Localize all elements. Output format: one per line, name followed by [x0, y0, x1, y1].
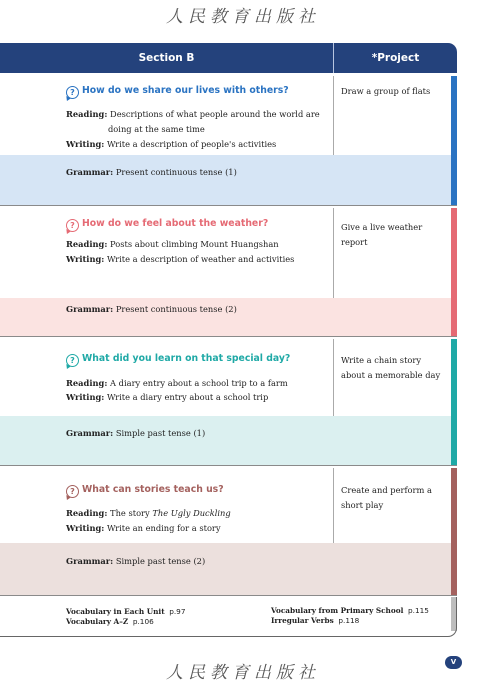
grammar-line [66, 304, 237, 314]
reading-line [66, 239, 279, 250]
writing-label: Writing: [66, 254, 105, 264]
vocab-unit-page: p.97 [169, 607, 186, 616]
writing-text: Write a description of people's activities [107, 139, 277, 149]
irregular-verbs-label: Irregular Verbs [271, 616, 334, 625]
grammar-text: Present continuous tense (1) [115, 167, 237, 177]
column-divider [333, 76, 334, 155]
unit-question-text: What did you learn on that special day? [82, 353, 291, 364]
grammar-label: Grammar: [66, 428, 114, 438]
row-separator [0, 595, 457, 596]
writing-text: Write an ending for a story [107, 523, 221, 533]
question-bubble-icon: ? [66, 219, 79, 232]
row-separator [0, 205, 457, 206]
reading-text: A diary entry about a school trip to a farm [110, 378, 288, 388]
table-header [0, 43, 457, 73]
writing-label: Writing: [66, 392, 105, 402]
unit-row-1 [0, 76, 457, 206]
vocab-az-page: p.106 [132, 617, 154, 626]
unit-question [66, 484, 224, 498]
grammar-text: Present continuous tense (2) [115, 304, 237, 314]
column-divider [333, 339, 334, 416]
unit-color-stripe [451, 339, 457, 466]
writing-line [66, 523, 221, 534]
reading-line [66, 109, 320, 120]
writing-line [66, 139, 276, 150]
page-number-badge: V [445, 656, 462, 669]
project-text: Draw a group of flats [341, 86, 431, 96]
vocab-primary-page: p.115 [408, 606, 429, 615]
question-bubble-icon: ? [66, 86, 79, 99]
irregular-verbs-page: p.118 [338, 616, 360, 625]
publisher-logo-top: 人民教育出版社 [166, 7, 320, 27]
grammar-text: Simple past tense (1) [115, 428, 206, 438]
grammar-band [0, 155, 451, 206]
unit-question [66, 85, 289, 99]
reading-label: Reading: [66, 378, 108, 388]
question-bubble-icon: ? [66, 354, 79, 367]
question-bubble-icon: ? [66, 485, 79, 498]
vocab-primary-link[interactable] [271, 606, 429, 615]
writing-label: Writing: [66, 523, 105, 533]
reference-footer [0, 597, 457, 637]
reading-label: Reading: [66, 508, 108, 518]
vocab-primary-label: Vocabulary from Primary School [271, 606, 404, 615]
unit-question [66, 218, 268, 232]
reading-text: Descriptions of what people around the world are [110, 109, 320, 119]
project-text: Give a live weather report [341, 222, 423, 247]
publisher-logo-bottom: 人民教育出版社 [166, 663, 320, 683]
unit-color-stripe [451, 468, 457, 596]
reading-line-continued: doing at the same time [108, 124, 205, 134]
vocab-az-label: Vocabulary A–Z [66, 617, 129, 626]
reading-label: Reading: [66, 109, 108, 119]
reading-text: The story [110, 508, 153, 518]
unit-color-stripe [451, 76, 457, 206]
column-divider [333, 468, 334, 543]
unit-row-4 [0, 468, 457, 596]
reading-story-title: The Ugly Duckling [152, 508, 231, 518]
grammar-band [0, 543, 451, 596]
reading-line [66, 378, 288, 389]
project-text: Create and perform a short play [341, 485, 432, 510]
grammar-line [66, 167, 237, 177]
writing-text: Write a diary entry about a school trip [107, 392, 269, 402]
header-project: *Project [371, 52, 420, 64]
writing-line [66, 392, 268, 403]
writing-text: Write a description of weather and activities [107, 254, 295, 264]
grammar-label: Grammar: [66, 304, 114, 314]
reading-label: Reading: [66, 239, 108, 249]
row-separator [0, 465, 457, 466]
unit-question [66, 353, 290, 367]
unit-question-text: How do we feel about the weather? [82, 218, 269, 229]
grammar-label: Grammar: [66, 167, 114, 177]
writing-label: Writing: [66, 139, 105, 149]
row-separator [0, 336, 457, 337]
reading-line [66, 508, 231, 519]
writing-line [66, 254, 294, 265]
irregular-verbs-link[interactable] [271, 616, 359, 625]
unit-row-3 [0, 339, 457, 466]
grammar-band [0, 416, 451, 466]
vocab-unit-label: Vocabulary in Each Unit [66, 607, 165, 616]
grammar-line [66, 428, 205, 438]
unit-row-2 [0, 208, 457, 337]
grammar-label: Grammar: [66, 556, 114, 566]
unit-color-stripe [451, 208, 457, 337]
vocab-az-link[interactable] [66, 617, 154, 626]
project-text: Write a chain story about a memorable day [341, 355, 441, 380]
column-divider [333, 208, 334, 298]
unit-question-text: How do we share our lives with others? [82, 85, 289, 96]
grammar-line [66, 556, 205, 566]
reading-text: Posts about climbing Mount Huangshan [110, 239, 279, 249]
unit-question-text: What can stories teach us? [82, 484, 224, 495]
grammar-text: Simple past tense (2) [115, 556, 206, 566]
vocab-unit-link[interactable] [66, 607, 185, 616]
header-section-b: Section B [138, 52, 195, 64]
